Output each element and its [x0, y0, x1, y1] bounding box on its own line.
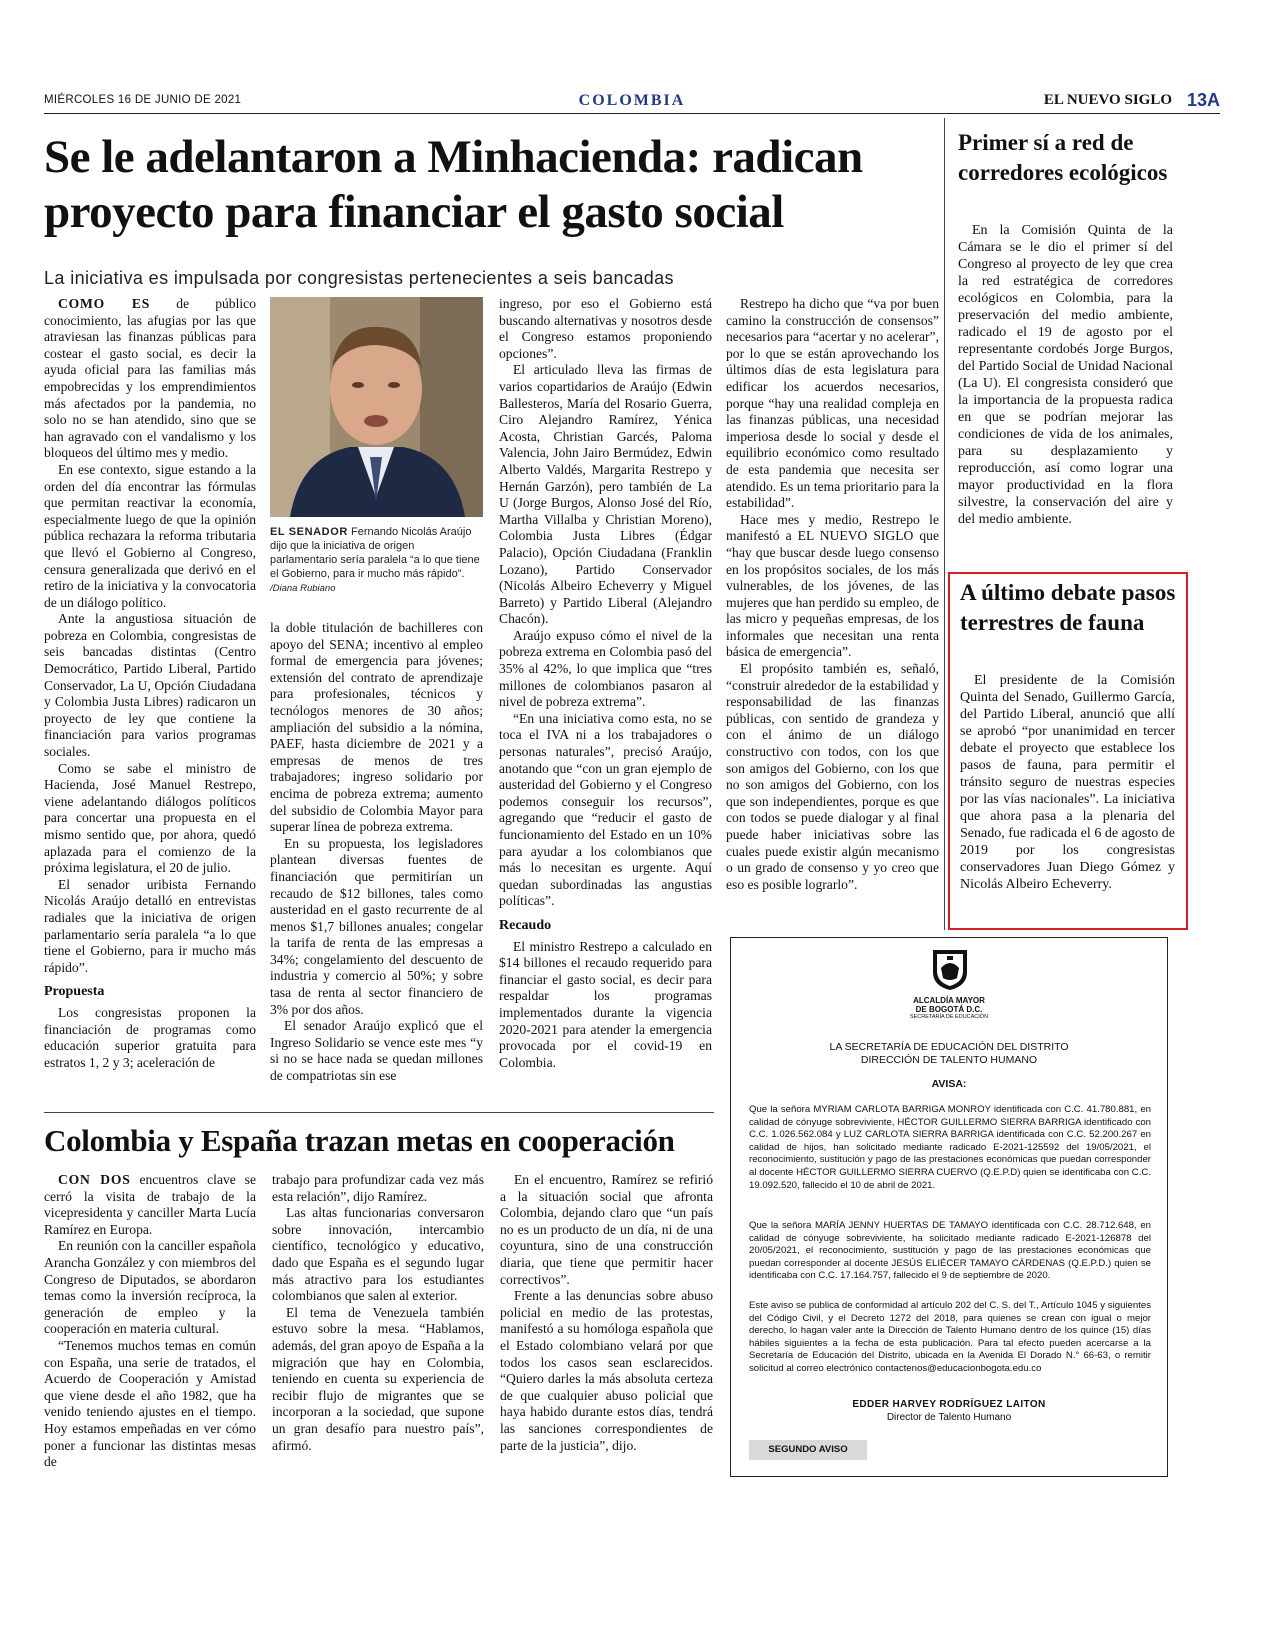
- paragraph: Como se sabe el ministro de Hacienda, José Manuel Restrepo, viene adelantando diálogos políticos para concertar una propuesta en el mismo sentido que, por ahora, quedó aplazada para el comienzo de la próxima legislatura, el 20 de julio.: [44, 760, 256, 876]
- subhead-propuesta: Propuesta: [44, 984, 105, 1000]
- paragraph: Frente a las denuncias sobre abuso policial en medio de las protestas, manifestó a su homóloga española que el Estado colombiano velará por que todos los casos sean esclarecidos. “Quiero darles la más absoluta certeza de que cualquier abuso policial que haya habido durante estos días, tendrá las sanciones correspondientes de parte de la justicia”, dijo.: [500, 1288, 713, 1453]
- bogota-seal-icon: [929, 946, 971, 992]
- paragraph: El senador uribista Fernando Nicolás Araújo detalló en entrevistas radiales que la iniciativa de origen parlamentario sería paralela “a lo que tiene el Gobierno, para ir mucho más rápido”.: [44, 876, 256, 975]
- photo-credit: /Diana Rubiano: [270, 583, 336, 594]
- sidebar-text-2: [960, 672, 1175, 893]
- main-headline: Se le adelantaron a Minhacienda: radican proyecto para financiar el gasto social: [44, 131, 863, 238]
- sidebar-rule: [944, 118, 945, 930]
- notice-organization: LA SECRETARÍA DE EDUCACIÓN DEL DISTRITO DIRECCIÓN DE TALENTO HUMANO: [829, 1041, 1069, 1066]
- paragraph: En su propuesta, los legisladores plantean diversas fuentes de financiación que permitirían un recaudo de $12 billones, tales como austeridad en el gasto recurrente de al menos $1,7 billones anuales; congelar la tarifa de renta de las empresas a 34%; congelamiento del descuento de industria y comercio al 50%; y sobre tasa de renta al sector financiero de 3% por dos años.: [270, 835, 483, 1017]
- second-column-2: [272, 1172, 484, 1454]
- issue-date: MIÉRCOLES 16 DE JUNIO DE 2021: [44, 94, 242, 106]
- senator-photo: [270, 297, 483, 517]
- main-column-1: [44, 296, 256, 1071]
- paragraph: Hace mes y medio, Restrepo le manifestó a EL NUEVO SIGLO que “hay que buscar desde luego consenso en los propósitos sociales, de los más vulnerables, de los jóvenes, de las mujeres que han perdido su empleo, de las micro y pequeñas empresas, de los informales que necesitan una renta básica de emergencia”.: [726, 511, 939, 660]
- photo-caption: EL SENADOR Fernando Nicolás Araújo dijo que la iniciativa de origen parlamentario sería paralela “a lo que tiene el Gobierno, para ir mucho más rápido”. /Diana Rubiano: [270, 526, 480, 594]
- paragraph: En ese contexto, sigue estando a la orden del día encontrar las fórmulas que permitan reactivar la economía, especialmente luego de que la opinión pública rechazara la reforma tributaria que llevó el Gobierno al Congreso, censura generalizada que derivó en el retiro de la iniciativa y la convocatoria de un diálogo político.: [44, 461, 256, 610]
- notice-paragraph: Este aviso se publica de conformidad al artículo 202 del C. S. del T., Artículo 1045 y siguientes del Código Civil, y el Decreto 1272 del 2018, para quienes se crean con igual o mejor derecho, lo hagan valer ante la Dirección de Talento Humano dentro de los quince (15) días hábiles siguientes a la fecha de esta publicación. Para tal efecto pueden acercarse a la Secretaría de Educación del Distrito, ubicada en la Avenida El Dorado N.° 66-63, o remitir solicitud al correo electrónico contactenos@educacionbogota.edu.co: [749, 1300, 1151, 1374]
- paragraph: El senador Araújo explicó que el Ingreso Solidario se vence este mes “y si no se hace nada se quedan millones de compatriotas sin ese: [270, 1018, 483, 1084]
- sidebar-text-1: [958, 222, 1173, 528]
- main-column-2: [270, 620, 483, 1085]
- paragraph: Los congresistas proponen la financiación de programas como educación superior gratuita para estratos 1, 2 y 3; aceleración de: [44, 1004, 256, 1070]
- section-name: COLOMBIA: [578, 92, 686, 109]
- subhead-recaudo: Recaudo: [499, 917, 552, 933]
- page-number: 13A: [1186, 90, 1220, 110]
- paragraph: “En una iniciativa como esta, no se toca el IVA ni a los trabajadores o personas naturales”, precisó Araújo, anotando que “con un gran ejemplo de austeridad del Gobierno y el Congreso podemos conseguir los recursos”, agregando que “reducir el gasto de funcionamiento del Estado en un 10% para ayudar a los colombianos que más lo necesitan es urgente. Aquí quedan subordinadas las angustias políticas”.: [499, 710, 712, 909]
- second-column-3: [500, 1172, 713, 1454]
- seal-name: ALCALDÍA MAYOR DE BOGOTÁ D.C.: [913, 996, 985, 1014]
- page-header: [44, 92, 1220, 114]
- paragraph: CON DOS encuentros clave se cerró la visita de trabajo de la vicepresidenta y canciller Marta Lucía Ramírez en Europa.: [44, 1172, 256, 1237]
- sidebar-title-2: A último debate pasos terrestres de fauna: [960, 580, 1176, 635]
- paragraph: Araújo expuso cómo el nivel de la pobreza extrema en Colombia pasó del 35% al 42%, lo que implica que “tres millones de colombianos pasaron al nivel de pobreza extrema”.: [499, 627, 712, 710]
- paragraph: “Tenemos muchos temas en común con España, una serie de tratados, el Acuerdo de Cooperación y Amistad que viene desde el año 1982, que ha venido teniendo ajustes en el tiempo. Hoy estamos empeñadas en ver cómo poner a funcionar las distintas mesas de: [44, 1337, 256, 1470]
- paragraph: En reunión con la canciller española Arancha González y con miembros del Congreso de Diputados, se abordaron temas como la inversión recíproca, la generación de empleo y la cooperación en materia cultural.: [44, 1238, 256, 1337]
- lead-in: CON DOS: [58, 1172, 131, 1187]
- second-headline: Colombia y España trazan metas en cooperación: [44, 1123, 675, 1158]
- notice-paragraph: Que la señora MYRIAM CARLOTA BARRIGA MONROY identificada con C.C. 41.780.881, en calidad de cónyuge sobreviviente, HÉCTOR GUILLERMO SIERRA BARRIGA identificado con C.C. 1.026.562.084 y LUZ CARLOTA SIERRA BARRIGA identificada con C.C. 52.200.267 en calidad de hijos, han solicitado mediante radicado E-2021-125592 del 19/05/2021, el reconocimiento, sustitución y pago de las prestaciones económicas que puedan corresponder al docente HÉCTOR GUILLERMO SIERRA CUERVO (Q.E.P.D) quien se identificaba con C.C. 19.092.520, fallecido el 10 de abril de 2021.: [749, 1104, 1151, 1191]
- notice-avisa: AVISA:: [931, 1078, 967, 1090]
- main-column-4: [726, 296, 939, 893]
- paragraph: El ministro Restrepo a calculado en $14 billones el recaudo requerido para financiar el gasto social, es decir para respaldar los programas implementados durante la vigencia 2020-2021 para atender la emergencia provocada por el covid-19 en Colombia.: [499, 938, 712, 1070]
- paragraph: COMO ES de público conocimiento, las afugias por las que atraviesan las finanzas públicas para costear el gasto social, es decir la ayuda oficial para las familias más empobrecidas y los emprendimientos más afectados por la pandemia, no solo no se han atendido, sino que se han agravado con el vandalismo y los bloqueos del último mes y medio.: [44, 296, 256, 461]
- article-divider: [44, 1112, 714, 1113]
- main-deck: La iniciativa es impulsada por congresistas pertenecientes a seis bancadas: [44, 268, 674, 288]
- paragraph: Ante la angustiosa situación de pobreza en Colombia, congresistas de seis bancadas distintas (Centro Democrático, Partido Liberal, Partido Conservador, La U, Opción Ciudadana y Colombia Justa Libres) radicaron un proyecto de ley que contiene la financiación para varios programas sociales.: [44, 611, 256, 760]
- notice-paragraph: Que la señora MARÍA JENNY HUERTAS DE TAMAYO identificada con C.C. 28.712.648, en calidad de cónyuge sobreviviente, ha solicitado mediante radicado E-2021-126878 del 20/05/2021, el reconocimiento, sustitución y pago de las prestaciones económicas que puedan corresponder al docente JESÚS ELIÉCER TAMAYO CÁRDENAS (Q.E.P.D.) quien se identificaba con C.C. 17.164.757, fallecido el 9 de septiembre de 2020.: [749, 1220, 1151, 1282]
- notice-badge: SEGUNDO AVISO: [749, 1440, 867, 1460]
- newspaper-brand: EL NUEVO SIGLO: [1043, 92, 1172, 108]
- paragraph: El tema de Venezuela también estuvo sobre la mesa. “Hablamos, además, del gran apoyo de España a la migración que hay en Colombia, teniendo en cuenta su experiencia de recibir flujo de migrantes que se incorporan a la sociedad, que supone un gran desafío para nuestro país”, afirmó.: [272, 1304, 484, 1453]
- main-column-3: [499, 296, 712, 1071]
- lead-in: COMO ES: [58, 296, 151, 311]
- paragraph: Las altas funcionarias conversaron sobre innovación, intercambio científico, tecnológico y educativo, dado que España es el segundo lugar más atractivo para los estudiantes colombianos que salen al exterior.: [272, 1205, 484, 1304]
- paragraph: ingreso, por eso el Gobierno está buscando alternativas y nosotros desde el Congreso estamos proponiendo opciones”.: [499, 296, 712, 361]
- paragraph: El presidente de la Comisión Quinta del Senado, Guillermo García, del Partido Liberal, anunció que allí se aprobó “por unanimidad en tercer debate el proyecto que establece los pasos de fauna, para permitir el tránsito seguro de nuestras especies por las vías nacionales”. La iniciativa que ahora pasa a la plenaria del Senado, fue radicada el 6 de agosto de 2019 por los congresistas conservadores Juan Diego Gómez y Nicolás Albeiro Echeverry.: [960, 673, 1175, 892]
- legal-notice: [730, 937, 1168, 1477]
- paragraph: En la Comisión Quinta de la Cámara se le dio el primer sí del Congreso al proyecto de ley que crea la red estratégica de corredores ecológicos en Colombia, para la preservación del medio ambiente, radicado el 19 de agosto por el representante cordobés Jorge Burgos, del Partido Social de Unidad Nacional (La U). El congresista consideró que la importancia de la propuesta radica en que se podrían mejorar las condiciones de vida de los animales, para su desplazamiento y reproducción, así como lograr una mayor productividad en la flora silvestre, la conservación del aire y del medio ambiente.: [958, 223, 1173, 527]
- paragraph: En el encuentro, Ramírez se refirió a la situación social que afronta Colombia, dejando claro que “un país no es un producto de un día, ni de una coyuntura, sino de una construcción diaria, que tiene que permitir hacer correctivos”.: [500, 1172, 713, 1287]
- paragraph: Restrepo ha dicho que “va por buen camino la construcción de consensos” necesarios para “acertar y no acelerar”, por lo que se están aprovechando los últimos días de esta legislatura para edificar los acuerdos necesarios, porque “hay una realidad compleja en las finanzas públicas, una necesidad imperiosa desde lo social y desde el equilibrio económico como resultado de esta pandemia que necesita ser atendido. Es un tema prioritario para la estabilidad”.: [726, 296, 939, 511]
- paragraph: trabajo para profundizar cada vez más esta relación”, dijo Ramírez.: [272, 1172, 484, 1204]
- seal-subtitle: SECRETARÍA DE EDUCACIÓN: [909, 1014, 989, 1020]
- paragraph: la doble titulación de bachilleres con apoyo del SENA; incentivo al empleo formal de emergencia para jóvenes; extensión del contrato de aprendizaje para profesionales, técnicos y tecnólogos menores de 30 años; ampliación del subsidio a la nómina, PAEF, hasta diciembre de 2021 y a empresas de menos de tres trabajadores; ingreso solidario por encima de pobreza extrema; aumento del subsidio de Colombia Mayor para superar línea de pobreza extrema.: [270, 620, 483, 835]
- senator-portrait-image: [270, 297, 483, 517]
- sidebar-title-1: Primer sí a red de corredores ecológicos: [958, 130, 1168, 185]
- second-column-1: [44, 1172, 256, 1471]
- paragraph: El propósito también es, señaló, “construir alrededor de la estabilidad y responsabilidad de las finanzas públicas, con sentido de grandeza y con el ánimo de un diálogo constructivo con todos, con los que son amigos del Gobierno, con los que no son amigos del Gobierno, con los que son independientes, porque es que con todos se puede dialogar y al final puede haber iniciativas sobre las cuales puede existir algún mecanismo o un grado de consenso y yo creo que eso es posible lograrlo”.: [726, 661, 939, 892]
- paragraph: El articulado lleva las firmas de varios copartidarios de Araújo (Edwin Ballesteros, María del Rosario Guerra, Ciro Alejandro Ramírez, Yénica Acosta, Christian Garcés, Paloma Valencia, John Jairo Bermúdez, Edwin Alberto Valdés, Margarita Restrepo y Hernán Garzón), pero también de La U (Jorge Burgos, Alonso José del Río, Martha Villalba y Christian Moreno), Colombia Justa Libres (Édgar Palacio), Opción Ciudadana (Franklin Lozano), Partido Conservador (Nicolás Albeiro Echeverry y Miguel Barreto) y Partido Liberal (Alejandro Chacón).: [499, 362, 712, 627]
- notice-signature: EDDER HARVEY RODRÍGUEZ LAITON Director de Talento Humano: [852, 1399, 1046, 1423]
